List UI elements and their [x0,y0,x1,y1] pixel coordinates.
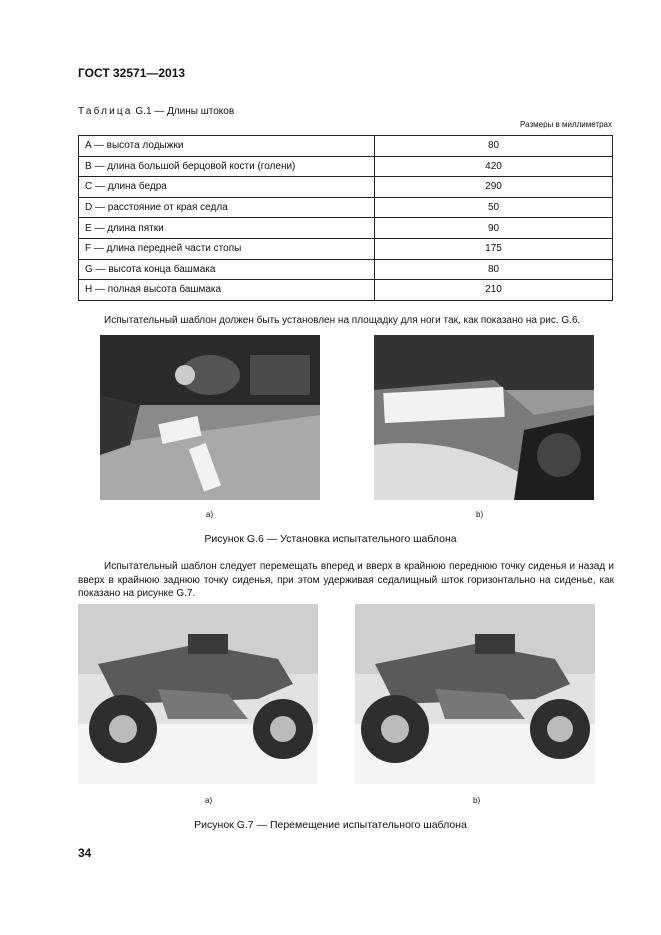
row-value: 90 [375,218,613,239]
figure-g7-b-photo [355,604,595,784]
table-row [79,177,613,198]
figure-g6-a-photo [100,335,320,500]
table-row [79,238,613,259]
row-value: 80 [375,136,613,157]
row-value: 50 [375,197,613,218]
rod-lengths-table [78,135,613,301]
row-label: E — длина пятки [79,218,375,239]
row-label: H — полная высота башмака [79,280,375,301]
paragraph-template-placement: Испытательный шаблон должен быть установлен на площадку для ноги так, как показано на рис. G.6. [104,315,581,326]
figure-g6-a-label: а) [206,510,214,519]
paragraph-template-movement: Испытательный шаблон следует перемещать вперед и вверх в крайнюю переднюю точку сиденья и назад и вверх в крайнюю заднюю точку сиденья, при этом удерживая седалищный шток горизонтально на сиденье, как показано на рисунке G.7. [78,561,614,599]
figure-g7-a-label: а) [205,796,213,805]
row-value: 175 [375,238,613,259]
figure-g6-caption: Рисунок G.6 — Установка испытательного шаблона [204,533,457,545]
table-row [79,197,613,218]
table-row [79,259,613,280]
table-row [79,156,613,177]
figure-g6-b-photo [374,335,594,500]
table-units-note: Размеры в миллиметрах [520,120,612,129]
row-value: 80 [375,259,613,280]
page-number: 34 [78,846,92,860]
row-label: B — длина большой берцовой кости (голени) [79,156,375,177]
row-value: 420 [375,156,613,177]
figure-g7-b-label: b) [473,796,481,805]
row-label: F — длина передней части стопы [79,238,375,259]
figure-g7-a-photo [78,604,318,784]
table-title-prefix: Таблица [78,106,133,117]
document-header: ГОСТ 32571—2013 [78,66,186,80]
row-value: 210 [375,280,613,301]
row-label: A — высота лодыжки [79,136,375,157]
table-title [78,106,234,117]
row-label: G — высота конца башмака [79,259,375,280]
table-row [79,136,613,157]
table-title-rest: G.1 — Длины штоков [132,106,235,117]
table-row [79,280,613,301]
figure-g6-b-label: b) [476,510,484,519]
row-value: 290 [375,177,613,198]
row-label: D — расстояние от края седла [79,197,375,218]
figure-g7-caption: Рисунок G.7 — Перемещение испытательного шаблона [194,819,467,831]
table-row [79,218,613,239]
row-label: C — длина бедра [79,177,375,198]
